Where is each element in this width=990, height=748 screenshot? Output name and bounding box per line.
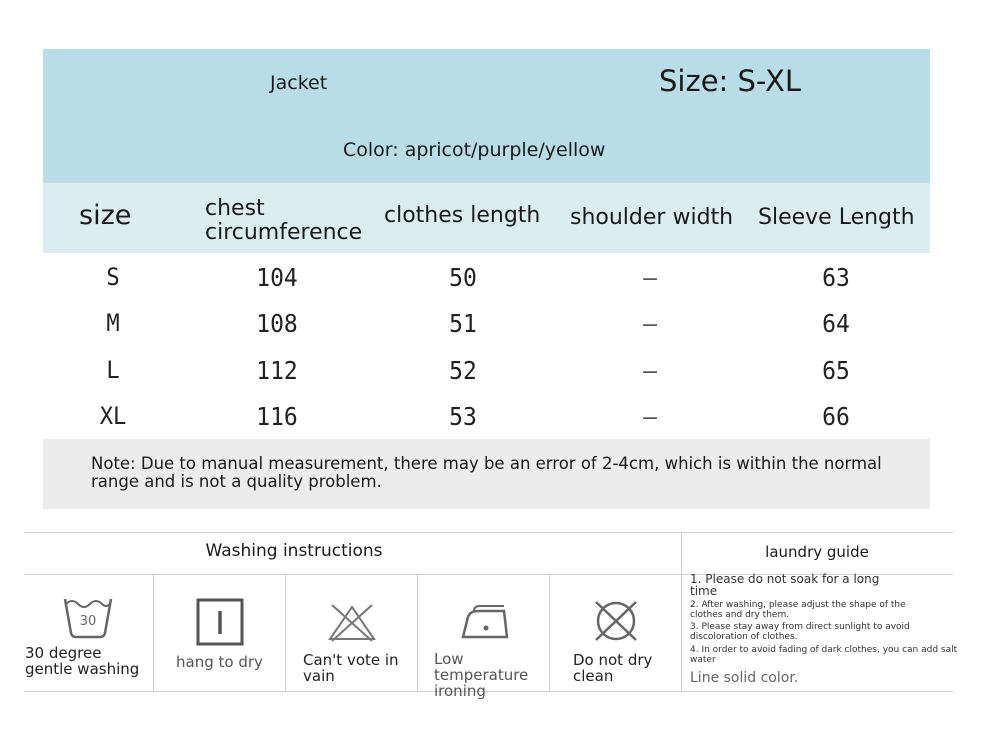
laundry-guide-item: 1. Please do not soak for a long time	[690, 572, 880, 598]
table-cell: 52	[449, 356, 477, 385]
table-cell: 104	[256, 263, 298, 292]
table-cell: 65	[822, 356, 850, 385]
hang-dry-icon	[195, 597, 245, 651]
svg-text:30: 30	[79, 614, 97, 629]
measurement-note: Note: Due to manual measurement, there may be an error of 2-4cm, which is within the normal range and is not a quality problem.	[91, 454, 882, 491]
table-cell: M	[106, 309, 120, 337]
low-iron-icon	[460, 603, 510, 645]
no-bleach-label: Can't vote in vain	[303, 651, 399, 685]
table-cell: 63	[822, 263, 850, 292]
wash-cell-divider	[549, 575, 550, 691]
table-cell: 116	[256, 402, 298, 431]
column-header-sleeve-length: Sleeve Length	[758, 205, 915, 230]
low-iron-label: Low temperature ironing	[434, 650, 529, 700]
column-header-shoulder-width: shoulder width	[570, 205, 734, 230]
table-cell: –	[643, 263, 657, 292]
table-cell: 66	[822, 402, 850, 431]
no-dry-clean-icon	[592, 599, 640, 647]
table-cell: 50	[449, 263, 477, 292]
column-header-chest: chest circumference	[205, 196, 363, 245]
table-cell: 64	[822, 309, 850, 338]
table-cell: 53	[449, 402, 477, 431]
wash-30-icon	[62, 595, 114, 645]
color-options: Color: apricot/purple/yellow	[343, 139, 606, 161]
column-header-size: size	[79, 200, 132, 231]
table-cell: XL	[99, 402, 127, 430]
product-name: Jacket	[270, 72, 328, 94]
laundry-guide-item: 2. After washing, please adjust the shape of the clothes and dry them.	[690, 600, 906, 620]
table-cell: –	[643, 402, 657, 431]
wash-cell-divider	[285, 575, 286, 691]
no-dry-clean-label: Do not dry clean	[573, 651, 653, 685]
washing-instructions-title: Washing instructions	[205, 541, 383, 561]
table-cell: –	[643, 309, 657, 338]
size-range: Size: S-XL	[659, 64, 801, 98]
laundry-guide-item: 4. In order to avoid fading of dark clothes, you can add salt water	[690, 645, 958, 665]
wash-cell-divider	[417, 575, 418, 691]
table-cell: –	[643, 356, 657, 385]
table-cell: L	[106, 356, 120, 384]
table-cell: 108	[256, 309, 298, 338]
table-cell: 51	[449, 309, 477, 338]
laundry-guide-footer: Line solid color.	[690, 670, 799, 686]
wash-table-border-top	[24, 532, 953, 533]
table-cell: 112	[256, 356, 298, 385]
laundry-guide-item: 3. Please stay away from direct sunlight to avoid discoloration of clothes.	[690, 622, 910, 642]
table-cell: S	[106, 263, 120, 291]
laundry-guide-title: laundry guide	[765, 543, 869, 561]
hang-dry-label: hang to dry	[176, 653, 263, 671]
column-header-clothes-length: clothes length	[384, 203, 541, 228]
wash-cell-divider	[153, 575, 154, 691]
wash-30-label: 30 degree gentle washing	[25, 644, 140, 678]
no-bleach-icon	[326, 603, 378, 647]
